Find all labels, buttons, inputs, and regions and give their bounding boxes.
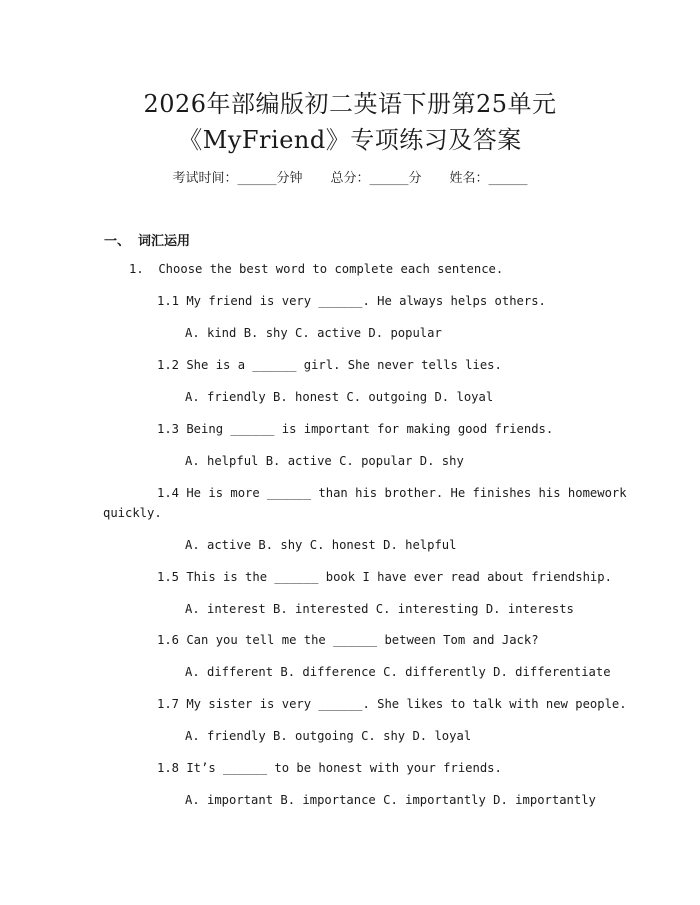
question-options: A. active B. shy C. honest D. helpful (185, 538, 457, 552)
question-stem: 1.7 My sister is very ______. She likes to talk with new people. (157, 697, 627, 711)
question-stem: 1.1 My friend is very ______. He always helps others. (157, 294, 546, 308)
question-stem: 1.6 Can you tell me the ______ between Tom and Jack? (157, 633, 539, 647)
student-name-field: 姓名：______ (449, 171, 528, 186)
document-title-line-2: 《MyFriend》专项练习及答案 (178, 126, 522, 154)
document-title-line-1: 2026年部编版初二英语下册第25单元 (143, 90, 557, 118)
question-options: A. friendly B. honest C. outgoing D. loyal (185, 390, 494, 404)
section-number: 一、 (104, 234, 131, 249)
question-stem: 1.8 It’s ______ to be honest with your friends. (157, 761, 502, 775)
total-score-field: 总分：______分 (330, 171, 422, 186)
question-stem-continuation: quickly. (103, 506, 162, 520)
section-heading (104, 230, 190, 249)
question-options: A. important B. importance C. importantly D. importantly (185, 793, 596, 807)
question-stem: 1.2 She is a ______ girl. She never tells lies. (157, 358, 502, 372)
question-options: A. helpful B. active C. popular D. shy (185, 454, 464, 468)
section-title: 词汇运用 (138, 234, 191, 249)
question-options: A. kind B. shy C. active D. popular (185, 326, 442, 340)
question-options: A. friendly B. outgoing C. shy D. loyal (185, 729, 472, 743)
question-options: A. different B. difference C. differently D. differentiate (185, 665, 611, 679)
question-stem: 1.5 This is the ______ book I have ever read about friendship. (157, 570, 612, 584)
question-stem: 1.4 He is more ______ than his brother. He finishes his homework (157, 486, 627, 500)
exam-meta (0, 167, 700, 186)
question-stem: 1.3 Being ______ is important for making good friends. (157, 422, 554, 436)
question-options: A. interest B. interested C. interesting D. interests (185, 602, 574, 616)
exam-time-field: 考试时间：______分钟 (172, 171, 303, 186)
question-instruction: 1. Choose the best word to complete each sentence. (129, 262, 504, 276)
